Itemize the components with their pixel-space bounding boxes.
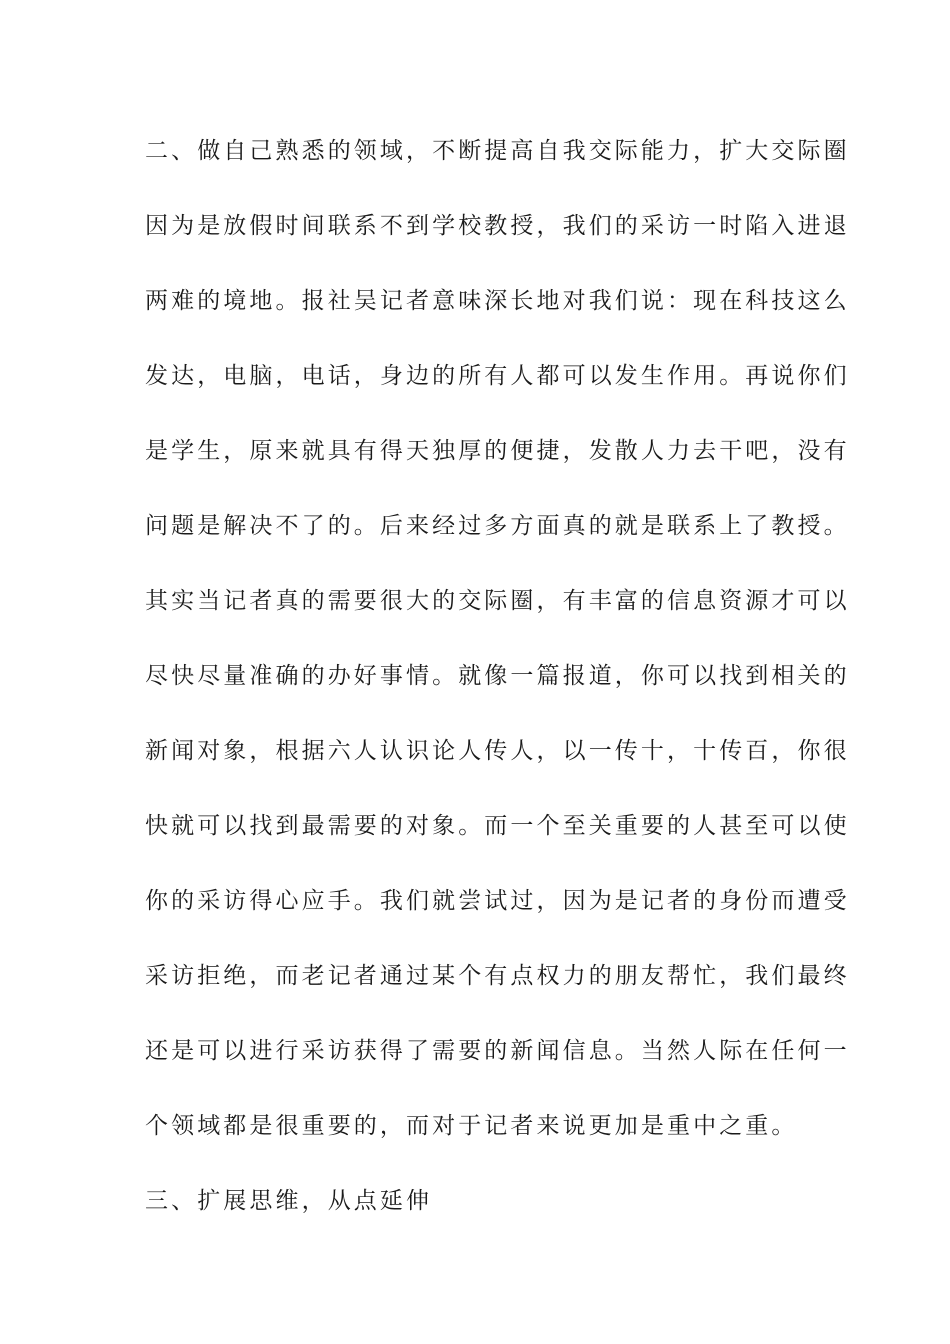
text-line: 是学生，原来就具有得天独厚的便捷，发散人力去干吧，没有 [145,438,850,464]
text-line: 问题是解决不了的。后来经过多方面真的就是联系上了教授。 [145,513,850,539]
text-line: 还是可以进行采访获得了需要的新闻信息。当然人际在任何一 [145,1038,850,1064]
text-line: 个领域都是很重要的，而对于记者来说更加是重中之重。 [145,1113,798,1139]
text-line: 两难的境地。报社吴记者意味深长地对我们说：现在科技这么 [145,288,850,314]
section-heading-2: 二、做自己熟悉的领域，不断提高自我交际能力，扩大交际圈 [145,138,850,164]
text-line: 尽快尽量准确的办好事情。就像一篇报道，你可以找到相关的 [145,663,850,689]
text-line: 因为是放假时间联系不到学校教授，我们的采访一时陷入进退 [145,213,850,239]
text-line: 新闻对象，根据六人认识论人传人，以一传十，十传百，你很 [145,738,850,764]
section-heading-3: 三、扩展思维，从点延伸 [145,1188,433,1214]
text-line: 你的采访得心应手。我们就尝试过，因为是记者的身份而遭受 [145,888,850,914]
text-line: 采访拒绝，而老记者通过某个有点权力的朋友帮忙，我们最终 [145,963,850,989]
text-line: 发达，电脑，电话，身边的所有人都可以发生作用。再说你们 [145,363,850,389]
text-line: 快就可以找到最需要的对象。而一个至关重要的人甚至可以使 [145,813,850,839]
text-line: 其实当记者真的需要很大的交际圈，有丰富的信息资源才可以 [145,588,850,614]
